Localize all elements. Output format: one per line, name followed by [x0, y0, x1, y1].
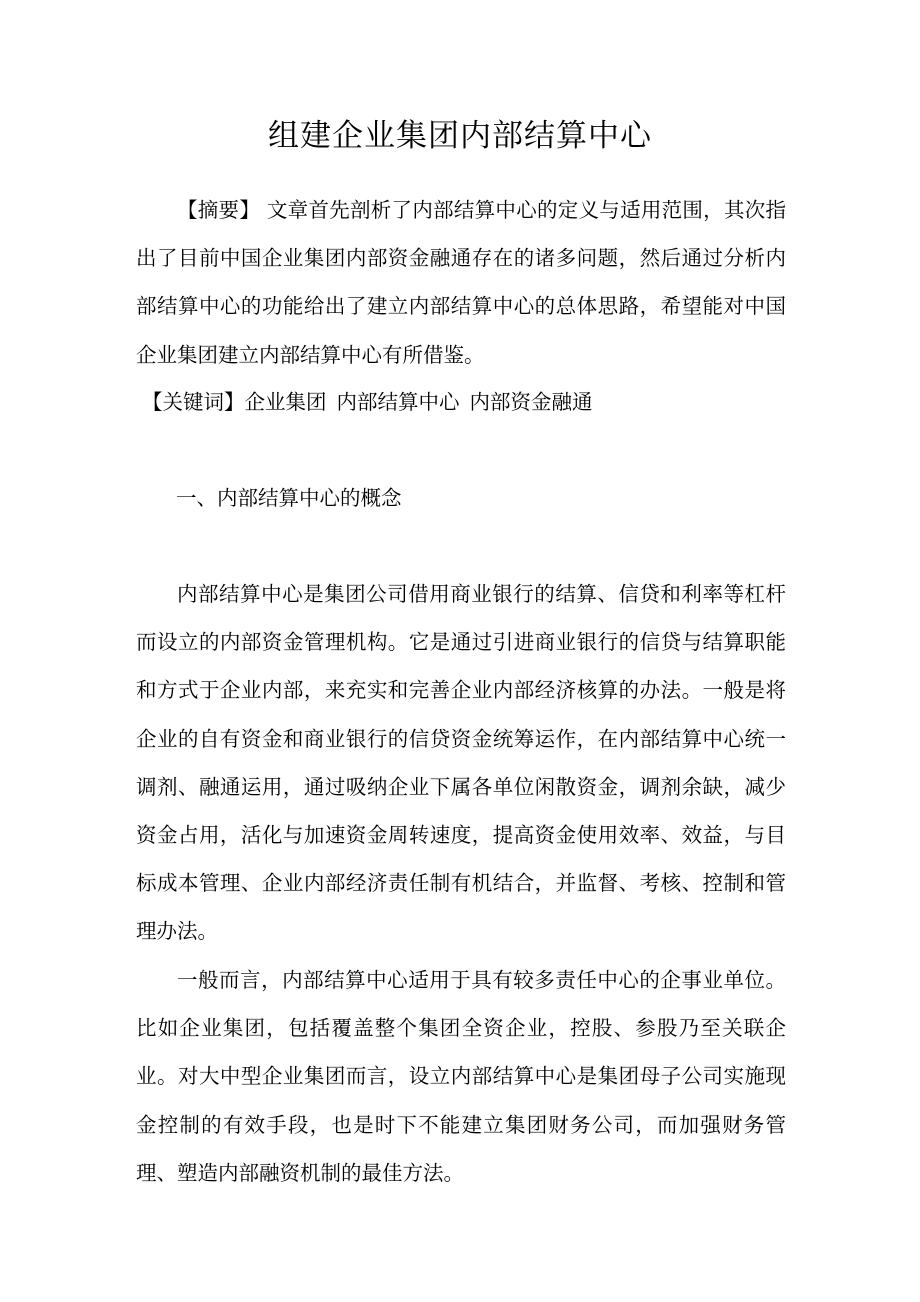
document-title: 组建企业集团内部结算中心	[268, 118, 652, 154]
abstract-paragraph: 【摘要】 文章首先剖析了内部结算中心的定义与适用范围，其次指出了目前中国企业集团内部资金融通存在的诸多问题，然后通过分析内部结算中心的功能给出了建立内部结算中心的总体思路，希望能对中国企业集团建立内部结算中心有所借鉴。	[136, 198, 786, 367]
keywords-line	[136, 378, 792, 426]
body-paragraph: 一般而言，内部结算中心适用于具有较多责任中心的企事业单位。比如企业集团，包括覆盖整个集团全资企业，控股、参股乃至关联企业。对大中型企业集团而言，设立内部结算中心是集团母子公司实施现金控制的有效手段，也是时下不能建立集团财务公司，而加强财务管理、塑造内部融资机制的最佳方法。	[136, 968, 786, 1185]
keyword-item: 内部结算中心	[336, 390, 460, 414]
keyword-item: 内部资金融通	[469, 390, 593, 414]
body-paragraph: 内部结算中心是集团公司借用商业银行的结算、信贷和利率等杠杆而设立的内部资金管理机构。它是通过引进商业银行的信贷与结算职能和方式于企业内部，来充实和完善企业内部经济核算的办法。一般是将企业的自有资金和商业银行的信贷资金统筹运作，在内部结算中心统一调剂、融通运用，通过吸纳企业下属各单位闲散资金，调剂余缺，减少资金占用，活化与加速资金周转速度，提高资金使用效率、效益，与目标成本管理、企业内部经济责任制有机结合，并监督、考核、控制和管理办法。	[136, 582, 786, 944]
keyword-item: 企业集团	[244, 390, 327, 414]
keywords-label: 【关键词】	[142, 390, 245, 414]
section-heading: 一、内部结算中心的概念	[176, 486, 402, 510]
